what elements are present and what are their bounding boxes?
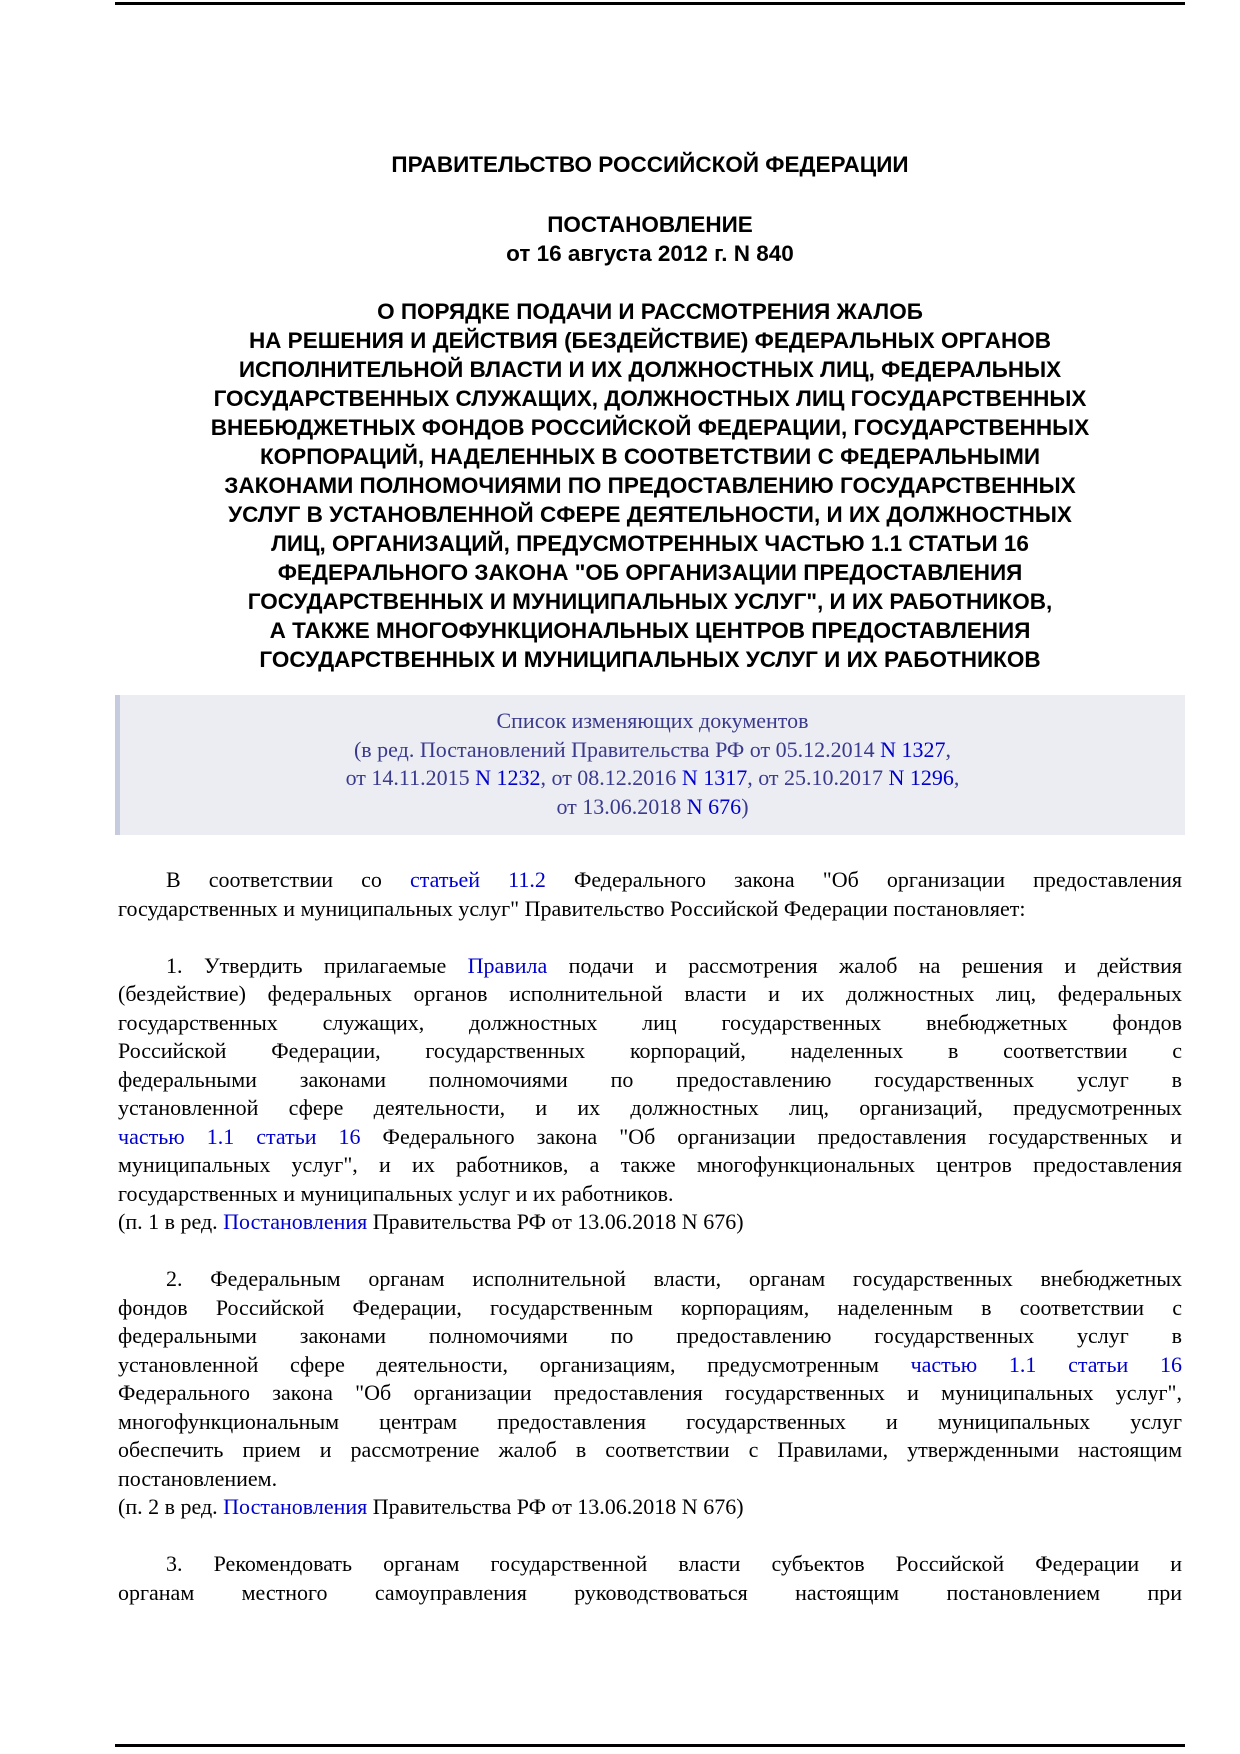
link-article-11-2[interactable]: статьей 11.2 [410, 867, 546, 892]
text-line: обеспечить прием и рассмотрение жалоб в соответствии с Правилами, утвержденными настоящим [118, 1437, 1182, 1462]
text-segment: установленной сфере деятельности, организациям, предусмотренным [118, 1351, 911, 1377]
intro-paragraph [118, 866, 1182, 923]
link-n1317[interactable]: N 1317 [681, 765, 748, 790]
document-body [118, 866, 1182, 1607]
amendments-line [120, 764, 1185, 793]
link-part-1-1-article-16[interactable]: частью 1.1 статьи 16 [910, 1351, 1182, 1377]
document-header [115, 150, 1185, 674]
link-n1232[interactable]: N 1232 [475, 765, 541, 790]
amendment-note [118, 1208, 1182, 1237]
text-line: федеральными законами полномочиями по предоставлению государственных услуг в [118, 1066, 1182, 1092]
text-line: постановлением. [118, 1465, 278, 1491]
text-segment: , [953, 765, 960, 790]
link-n1327[interactable]: N 1327 [880, 736, 946, 762]
decree-title: ПОСТАНОВЛЕНИЕ [547, 212, 753, 237]
text-line: 3. Рекомендовать органам государственной власти субъектов Российской Федерации и [166, 1551, 1182, 1576]
text-segment: Федерального закона "Об организации предоставления государственных и [360, 1123, 1182, 1149]
text-line: органам местного самоуправления руководствоваться настоящим постановлением при [118, 1579, 1182, 1605]
title-line: ГОСУДАРСТВЕННЫХ И МУНИЦИПАЛЬНЫХ УСЛУГ И ИХ РАБОТНИКОВ [259, 647, 1041, 672]
title-line: О ПОРЯДКЕ ПОДАЧИ И РАССМОТРЕНИЯ ЖАЛОБ [377, 299, 923, 324]
paragraph-1 [118, 952, 1182, 1237]
link-n1296[interactable]: N 1296 [888, 765, 954, 790]
amendments-line [120, 736, 1185, 765]
title-line: ВНЕБЮДЖЕТНЫХ ФОНДОВ РОССИЙСКОЙ ФЕДЕРАЦИИ, ГОСУДАРСТВЕННЫХ [210, 415, 1090, 440]
bottom-rule [115, 1744, 1185, 1747]
text-line: установленной сфере деятельности, и их должностных лиц, организаций, предусмотренных [118, 1095, 1182, 1120]
text-segment: Федерального закона "Об организации предоставления [545, 867, 1182, 892]
title-line: ЗАКОНАМИ ПОЛНОМОЧИЯМИ ПО ПРЕДОСТАВЛЕНИЮ ГОСУДАРСТВЕННЫХ [224, 473, 1076, 498]
title-line: ГОСУДАРСТВЕННЫХ И МУНИЦИПАЛЬНЫХ УСЛУГ", И ИХ РАБОТНИКОВ, [247, 589, 1053, 614]
link-n676[interactable]: N 676 [686, 793, 742, 819]
title-line: КОРПОРАЦИЙ, НАДЕЛЕННЫХ В СООТВЕТСТВИИ С ФЕДЕРАЛЬНЫМИ [259, 444, 1041, 469]
amendment-note [118, 1493, 1182, 1522]
link-resolution[interactable]: Постановления [223, 1209, 368, 1234]
text-line: Российской Федерации, государственных корпораций, наделенных в соответствии с [118, 1038, 1182, 1063]
title-line: ИСПОЛНИТЕЛЬНОЙ ВЛАСТИ И ИХ ДОЛЖНОСТНЫХ ЛИЦ, ФЕДЕРАЛЬНЫХ [238, 357, 1062, 382]
text-line: государственных служащих, должностных лиц государственных внебюджетных фондов [118, 1009, 1182, 1035]
paragraph-3 [118, 1550, 1182, 1607]
text-line [118, 952, 1182, 981]
text-segment: , от 25.10.2017 [747, 765, 889, 790]
text-line [118, 1351, 1182, 1380]
text-line [118, 1123, 1182, 1152]
text-segment: 1. Утвердить прилагаемые [166, 952, 468, 978]
text-line: Федерального закона "Об организации предоставления государственных и муниципальных услуг", [118, 1380, 1182, 1405]
government-name: ПРАВИТЕЛЬСТВО РОССИЙСКОЙ ФЕДЕРАЦИИ [391, 152, 909, 177]
text-segment: (в ред. Постановлений Правительства РФ от 05.12.2014 [353, 736, 881, 762]
amendments-heading: Список изменяющих документов [496, 708, 809, 733]
title-line: ЛИЦ, ОРГАНИЗАЦИЙ, ПРЕДУСМОТРЕННЫХ ЧАСТЬЮ 1.1 СТАТЬИ 16 [271, 531, 1029, 556]
text-segment: , от 08.12.2016 [540, 765, 682, 790]
text-line: государственных и муниципальных услуг" Правительство Российской Федерации постановляет: [118, 895, 1026, 921]
amendments-box [115, 695, 1185, 835]
link-resolution[interactable]: Постановления [223, 1494, 368, 1519]
text-segment: , [945, 736, 952, 762]
link-part-1-1-article-16[interactable]: частью 1.1 статьи 16 [118, 1123, 361, 1149]
top-rule [115, 2, 1185, 5]
text-segment: (п. 2 в ред. [118, 1494, 224, 1519]
link-rules[interactable]: Правила [467, 952, 548, 978]
text-segment: (п. 1 в ред. [118, 1209, 224, 1234]
text-line: федеральными законами полномочиями по предоставлению государственных услуг в [118, 1323, 1182, 1348]
amendments-line [120, 793, 1185, 822]
paragraph-2 [118, 1265, 1182, 1522]
text-line: муниципальных услуг", и их работников, а также многофункциональных центров предоставления [118, 1152, 1182, 1177]
text-segment: подачи и рассмотрения жалоб на решения и действия [547, 952, 1182, 978]
decree-date: от 16 августа 2012 г. N 840 [506, 241, 794, 266]
text-line: (бездействие) федеральных органов исполнительной власти и их должностных лиц, федеральных [118, 981, 1182, 1006]
text-segment: Правительства РФ от 13.06.2018 N 676) [367, 1494, 744, 1519]
title-line: А ТАКЖЕ МНОГОФУНКЦИОНАЛЬНЫХ ЦЕНТРОВ ПРЕДОСТАВЛЕНИЯ [269, 618, 1031, 643]
text-line: государственных и муниципальных услуг и их работников. [118, 1180, 674, 1206]
text-segment: от 13.06.2018 [556, 793, 687, 819]
title-line: ГОСУДАРСТВЕННЫХ СЛУЖАЩИХ, ДОЛЖНОСТНЫХ ЛИЦ ГОСУДАРСТВЕННЫХ [213, 386, 1087, 411]
text-segment: Правительства РФ от 13.06.2018 N 676) [367, 1209, 744, 1234]
title-line: ФЕДЕРАЛЬНОГО ЗАКОНА "ОБ ОРГАНИЗАЦИИ ПРЕДОСТАВЛЕНИЯ [277, 560, 1023, 585]
text-line [118, 866, 1182, 895]
title-line: НА РЕШЕНИЯ И ДЕЙСТВИЯ (БЕЗДЕЙСТВИЕ) ФЕДЕРАЛЬНЫХ ОРГАНОВ [248, 328, 1052, 353]
text-segment: В соответствии со [166, 867, 411, 892]
text-line: фондов Российской Федерации, государственным корпорациям, наделенным в соответствии с [118, 1294, 1182, 1320]
title-line: УСЛУГ В УСТАНОВЛЕННОЙ СФЕРЕ ДЕЯТЕЛЬНОСТИ, И ИХ ДОЛЖНОСТНЫХ [228, 502, 1072, 527]
text-line: многофункциональным центрам предоставления государственных и муниципальных услуг [118, 1408, 1182, 1434]
text-segment: ) [741, 793, 749, 819]
text-segment: от 14.11.2015 [345, 765, 476, 790]
text-line: 2. Федеральным органам исполнительной власти, органам государственных внебюджетных [166, 1266, 1182, 1291]
